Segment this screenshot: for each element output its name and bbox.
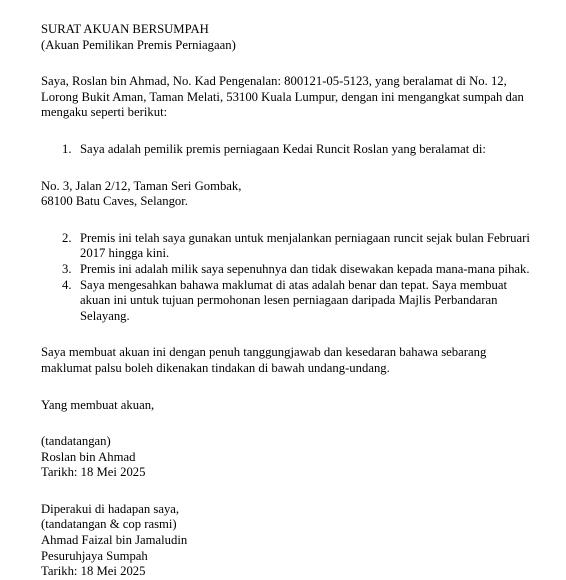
declaration-list-first — [41, 142, 546, 158]
witness-date: Tarikh: 18 Mei 2025 — [41, 564, 146, 579]
list-item-number: 1. — [62, 141, 72, 156]
intro-line: Lorong Bukit Aman, Taman Melati, 53100 Kuala Lumpur, dengan ini mengangkat sumpah dan — [41, 89, 524, 104]
intro-line: mengaku seperti berikut: — [41, 105, 168, 120]
document-header — [41, 22, 546, 53]
list-item-line: Selayang. — [80, 308, 130, 323]
intro-line: Saya, Roslan bin Ahmad, No. Kad Pengenalan: 800121-05-5123, yang beralamat di No. 12, — [41, 74, 507, 89]
list-item-number: 4. — [62, 277, 72, 292]
witness-heading: Diperakui di hadapan saya, — [41, 501, 180, 516]
declarant-name: Roslan bin Ahmad — [41, 449, 136, 464]
address-line: 68100 Batu Caves, Selangor. — [41, 194, 188, 209]
witness-name: Ahmad Faizal bin Jamaludin — [41, 533, 188, 548]
declarant-signature-block — [41, 434, 546, 481]
list-item-number: 2. — [62, 230, 72, 245]
list-item-line: Premis ini telah saya gunakan untuk menjalankan perniagaan runcit sejak bulan Februari — [80, 230, 530, 245]
document-title: SURAT AKUAN BERSUMPAH — [41, 22, 209, 36]
closing-line: maklumat palsu boleh dikenakan tindakan di bawah undang-undang. — [41, 360, 390, 375]
list-item — [41, 278, 546, 325]
witness-signature: (tandatangan & cop rasmi) — [41, 517, 177, 532]
declaration-list-rest — [41, 231, 546, 325]
premises-address — [41, 179, 546, 210]
closing-paragraph — [41, 345, 546, 376]
list-item — [41, 262, 546, 278]
list-item-line: akuan ini untuk tujuan permohonan lesen perniagaan daripada Majlis Perbandaran — [80, 293, 498, 308]
declarant-signature: (tandatangan) — [41, 434, 111, 449]
list-item — [41, 142, 546, 158]
document-subtitle: (Akuan Pemilikan Premis Perniagaan) — [41, 37, 236, 52]
address-line: No. 3, Jalan 2/12, Taman Seri Gombak, — [41, 178, 242, 193]
list-item-number: 3. — [62, 261, 72, 276]
list-item-line: Saya adalah pemilik premis perniagaan Kedai Runcit Roslan yang beralamat di: — [80, 141, 486, 156]
list-item-line: Saya mengesahkan bahawa maklumat di atas adalah benar dan tepat. Saya membuat — [80, 277, 507, 292]
document-page — [41, 22, 546, 580]
list-item-line: 2017 hingga kini. — [80, 246, 170, 261]
witness-role: Pesuruhjaya Sumpah — [41, 548, 148, 563]
witness-block — [41, 502, 546, 580]
list-item — [41, 231, 546, 262]
closing-line: Saya membuat akuan ini dengan penuh tanggungjawab dan kesedaran bahawa sebarang — [41, 345, 487, 360]
declarant-date: Tarikh: 18 Mei 2025 — [41, 465, 146, 480]
declarant-heading: Yang membuat akuan, — [41, 397, 155, 412]
intro-paragraph — [41, 74, 546, 121]
list-item-line: Premis ini adalah milik saya sepenuhnya dan tidak disewakan kepada mana-mana pihak. — [80, 261, 530, 276]
